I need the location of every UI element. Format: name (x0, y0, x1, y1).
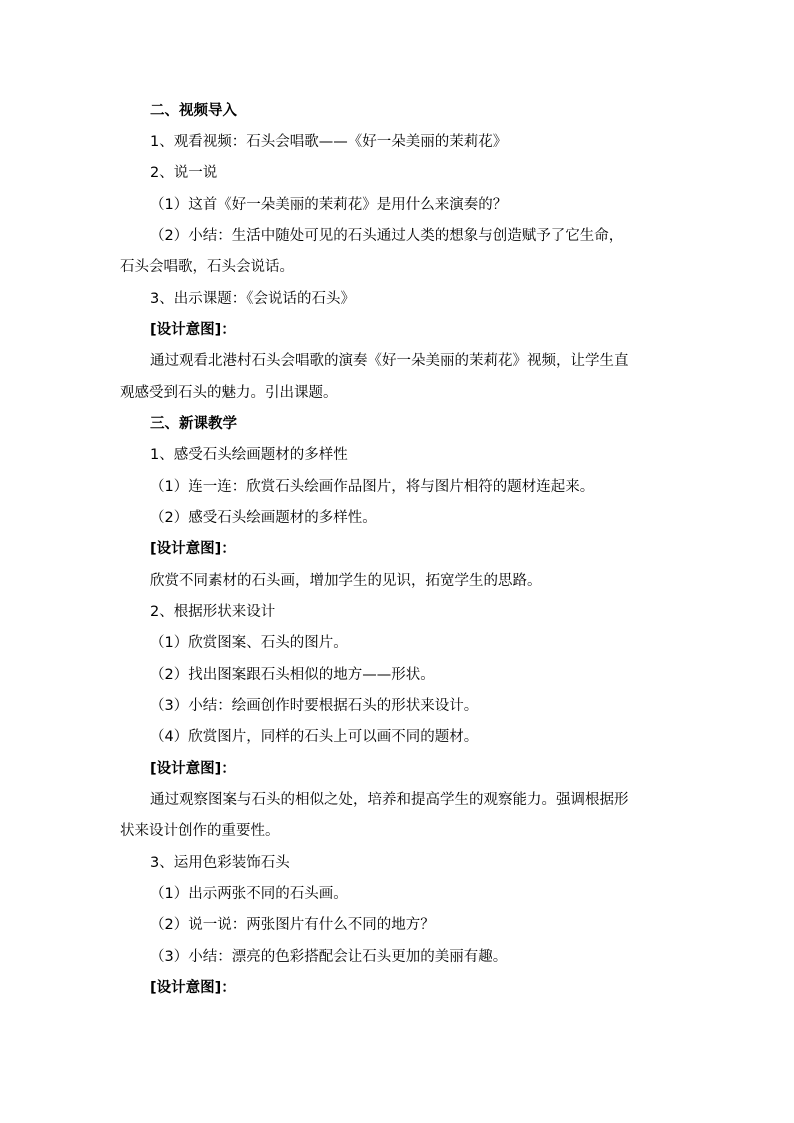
paragraph-line: （2）小结：生活中随处可见的石头通过人类的想象与创造赋予了它生命， (150, 228, 624, 244)
paragraph-line: 石头会唱歌，石头会说话。 (120, 259, 294, 275)
paragraph-line: 欣赏不同素材的石头画，增加学生的见识，拓宽学生的思路。 (150, 573, 542, 589)
paragraph-line: （4）欣赏图片，同样的石头上可以画不同的题材。 (150, 729, 479, 745)
paragraph-line: （2）说一说：两张图片有什么不同的地方？ (150, 917, 435, 933)
paragraph-line: （3）小结：绘画创作时要根据石头的形状来设计。 (150, 698, 479, 714)
design-intent-label: [设计意图]： (150, 541, 236, 557)
design-intent-label: [设计意图]： (150, 322, 236, 338)
paragraph-line: 1、感受石头绘画题材的多样性 (150, 447, 348, 463)
paragraph-line: （1）这首《好一朵美丽的茉莉花》是用什么来演奏的？ (150, 197, 508, 213)
design-intent-label: [设计意图]： (150, 761, 236, 777)
paragraph-line: （2）感受石头绘画题材的多样性。 (150, 510, 377, 526)
paragraph-line: 状来设计创作的重要性。 (120, 823, 280, 839)
paragraph-line: （1）欣赏图案、石头的图片。 (150, 635, 348, 651)
paragraph-line: 通过观察图案与石头的相似之处，培养和提高学生的观察能力。强调根据形 (150, 792, 629, 808)
paragraph-line: 1、观看视频：石头会唱歌——《好一朵美丽的茉莉花》 (150, 134, 508, 150)
paragraph-line: 3、出示课题：《会说话的石头》 (150, 291, 355, 307)
paragraph-line: （1）连一连：欣赏石头绘画作品图片，将与图片相符的题材连起来。 (150, 479, 595, 495)
section-heading-video-intro: 二、视频导入 (150, 103, 237, 119)
paragraph-line: 通过观看北港村石头会唱歌的演奏《好一朵美丽的茉莉花》视频，让学生直 (150, 353, 629, 369)
paragraph-line: 观感受到石头的魅力。引出课题。 (120, 385, 338, 401)
paragraph-line: 3、运用色彩装饰石头 (150, 855, 290, 871)
paragraph-line: （3）小结：漂亮的色彩搭配会让石头更加的美丽有趣。 (150, 949, 508, 965)
paragraph-line: （1）出示两张不同的石头画。 (150, 886, 348, 902)
design-intent-label: [设计意图]： (150, 980, 236, 996)
paragraph-line: （2）找出图案跟石头相似的地方——形状。 (150, 667, 435, 683)
paragraph-line: 2、说一说 (150, 165, 218, 181)
section-heading-new-lesson: 三、新课教学 (150, 416, 237, 432)
paragraph-line: 2、根据形状来设计 (150, 604, 276, 620)
